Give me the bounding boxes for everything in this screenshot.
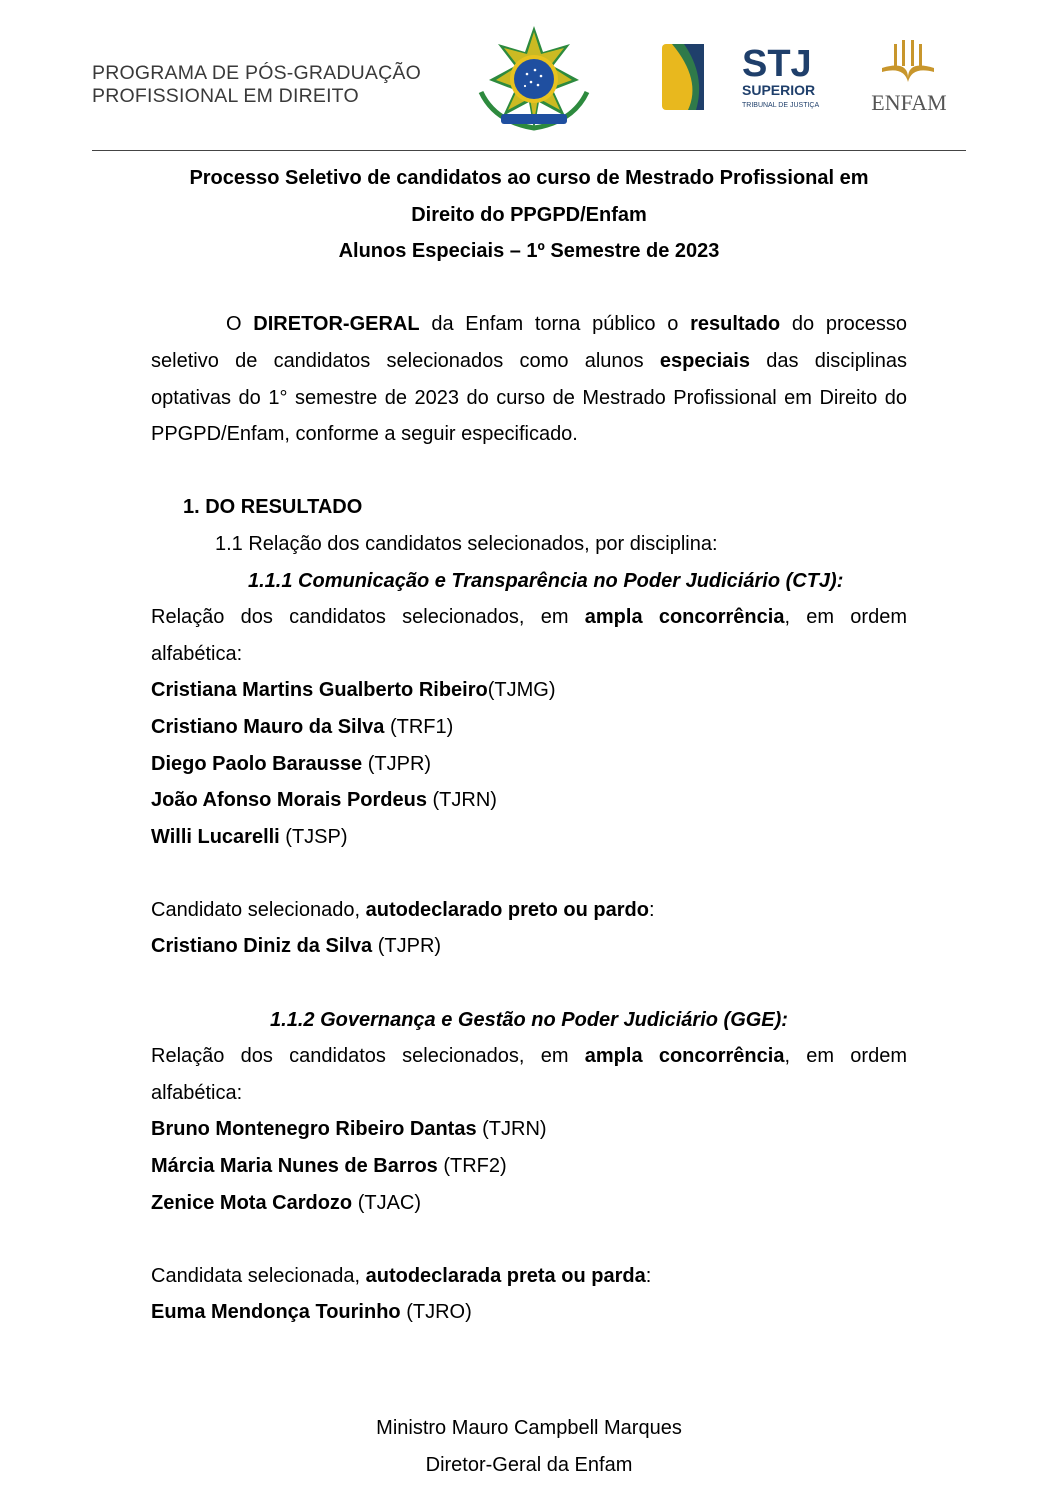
list-item: Bruno Montenegro Ribeiro Dantas (TJRN)	[151, 1118, 547, 1141]
stj-logo-icon	[662, 40, 832, 114]
svg-text:SUPERIOR: SUPERIOR	[742, 82, 816, 98]
list-item: João Afonso Morais Pordeus (TJRN)	[151, 789, 497, 812]
section-heading: 1. DO RESULTADO	[183, 496, 363, 519]
list-item: Cristiano Diniz da Silva (TJPR)	[151, 935, 442, 958]
svg-text:STJ: STJ	[742, 43, 812, 85]
list-item: Cristiano Mauro da Silva (TRF1)	[151, 715, 454, 738]
gge-ampla-list	[151, 1111, 907, 1221]
signature-role: Diretor-Geral da Enfam	[425, 1454, 633, 1476]
gge-heading: 1.1.2 Governança e Gestão no Poder Judiciário (GGE):	[270, 1008, 788, 1031]
list-item: Euma Mendonça Tourinho (TJRO)	[151, 1301, 472, 1324]
ctj-ampla-intro: Relação dos candidatos selecionados, em ampla concorrência, em ordem alfabética:	[151, 606, 907, 665]
enfam-logo-icon	[860, 38, 958, 116]
list-item: Márcia Maria Nunes de Barros (TRF2)	[151, 1155, 507, 1178]
title-line-3: Alunos Especiais – 1º Semestre de 2023	[338, 240, 720, 263]
document-body	[151, 160, 907, 1331]
intro-paragraph: O DIRETOR-GERAL da Enfam torna público o resultado do processo seletivo de candidatos selecionados como alunos especiais das disciplinas optativas do 1° semestre de 2023 do curso de Mestrado Profissional em Direito do PPGPD/Enfam, conforme a seguir especificado.	[151, 313, 907, 446]
gge-ampla-intro: Relação dos candidatos selecionados, em ampla concorrência, em ordem alfabética:	[151, 1045, 907, 1104]
signature-name: Ministro Mauro Campbell Marques	[376, 1417, 682, 1439]
list-item: Willi Lucarelli (TJSP)	[151, 825, 348, 848]
list-item: Zenice Mota Cardozo (TJAC)	[151, 1191, 422, 1214]
program-header	[92, 62, 421, 108]
ctj-heading: 1.1.1 Comunicação e Transparência no Poder Judiciário (CTJ):	[248, 569, 844, 592]
subsection-heading: 1.1 Relação dos candidatos selecionados, por disciplina:	[215, 532, 718, 555]
gge-cota-intro: Candidata selecionada, autodeclarada preta ou parda:	[151, 1264, 652, 1287]
brazil-coat-of-arms-icon	[475, 22, 593, 136]
list-item: Diego Paolo Barausse (TJPR)	[151, 752, 432, 775]
header-divider	[92, 150, 966, 151]
title-line-1: Processo Seletivo de candidatos ao curso de Mestrado Profissional em	[189, 167, 869, 189]
program-line-2: PROFISSIONAL EM DIREITO	[92, 85, 359, 107]
ctj-ampla-list	[151, 672, 907, 855]
program-line-1: PROGRAMA DE PÓS-GRADUAÇÃO	[92, 62, 421, 84]
svg-text:TRIBUNAL DE JUSTIÇA: TRIBUNAL DE JUSTIÇA	[742, 102, 820, 109]
list-item: Cristiana Martins Gualberto Ribeiro(TJMG)	[151, 679, 556, 702]
ctj-cota-intro: Candidato selecionado, autodeclarado preto ou pardo:	[151, 898, 655, 921]
title-line-2: Direito do PPGPD/Enfam	[411, 203, 647, 226]
svg-text:ENFAM: ENFAM	[871, 90, 947, 115]
